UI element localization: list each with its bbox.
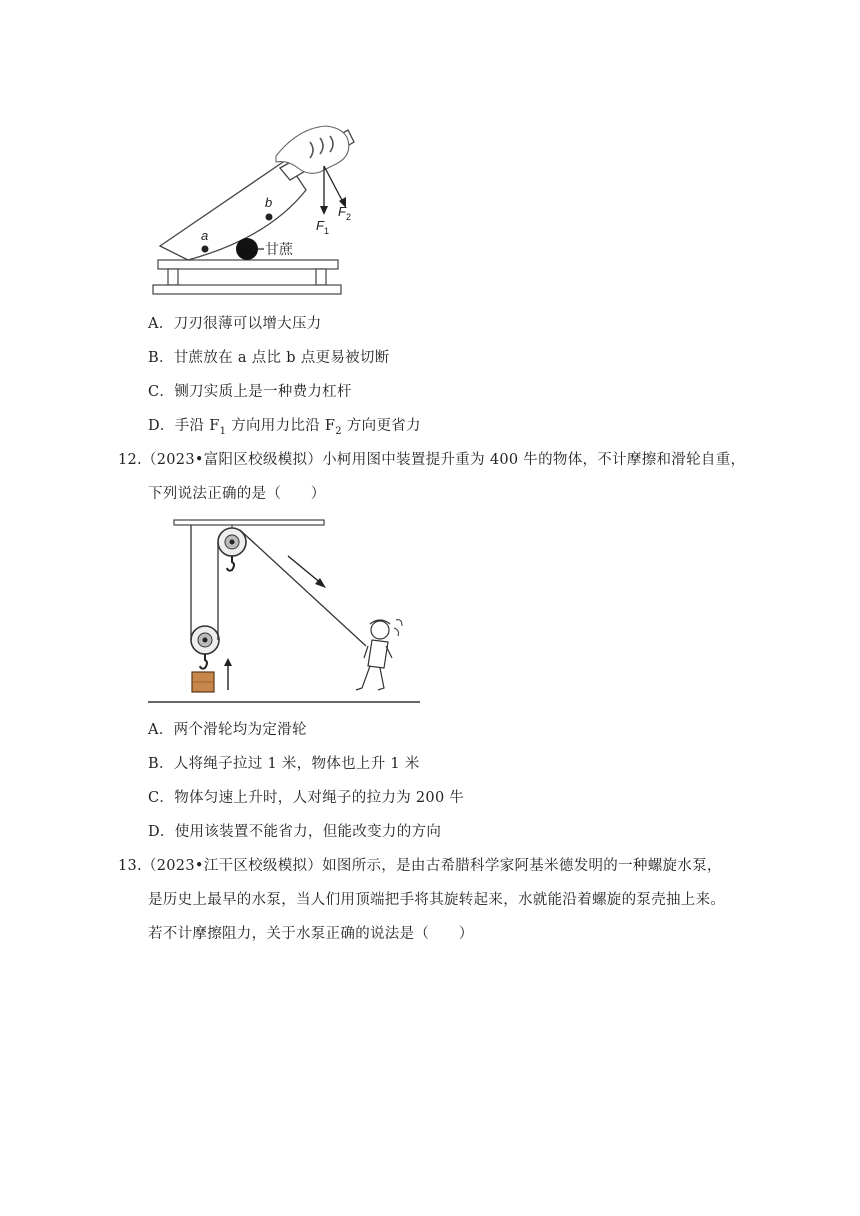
point-b [266, 214, 273, 221]
q13-stem-line2: 是历史上最早的水泵，当人们用顶端把手将其旋转起来，水就能沿着螺旋的泵壳抽上来。 [148, 892, 726, 908]
base-plate [153, 285, 341, 294]
q12-option-a: A．两个滑轮均为定滑轮 [148, 722, 307, 738]
rope-pull [240, 530, 366, 646]
label-b: b [265, 195, 273, 210]
q12-option-c: C．物体匀速上升时，人对绳子的拉力为 200 牛 [148, 790, 465, 806]
q12-option-b: B．人将绳子拉过 1 米，物体也上升 1 米 [148, 756, 420, 772]
q11-option-b: B．甘蔗放在 a 点比 b 点更易被切断 [148, 350, 390, 366]
person-pulling [356, 620, 402, 690]
pulley-figure [148, 516, 424, 706]
q13-stem-line1: 13.（2023•江干区校级模拟）如图所示，是由古希腊科学家阿基米德发明的一种螺旋水泵， [118, 858, 722, 874]
q12-stem-line2: 下列说法正确的是（ ） [148, 486, 326, 502]
guillotine-figure [148, 118, 351, 300]
cutting-board-top [158, 260, 338, 269]
label-f1: $F_1$ [316, 218, 329, 236]
force-f2-arrow [324, 166, 344, 204]
sugarcane [236, 238, 258, 260]
label-a: a [201, 228, 209, 243]
q12-option-d: D．使用该装置不能省力，但能改变力的方向 [148, 824, 442, 840]
q12-stem-line1: 12.（2023•富阳区校级模拟）小柯用图中装置提升重为 400 牛的物体，不计摩擦和滑轮自重， [118, 452, 746, 468]
label-f2: $F_2$ [338, 204, 351, 222]
q11-option-c: C．铡刀实质上是一种费力杠杆 [148, 384, 352, 400]
board-leg-right [316, 269, 326, 285]
point-a [202, 246, 209, 253]
q11-option-a: A．刀刃很薄可以增大压力 [148, 316, 322, 332]
label-sugarcane: 甘蔗 [265, 241, 293, 257]
q11-option-d: D．手沿 $F_1$ 方向用力比沿 $F_2$ 方向更省力 [148, 418, 421, 437]
ceiling-beam [174, 520, 324, 525]
q13-stem-line3: 若不计摩擦阻力，关于水泵正确的说法是（ ） [148, 926, 474, 942]
board-leg-left [168, 269, 178, 285]
